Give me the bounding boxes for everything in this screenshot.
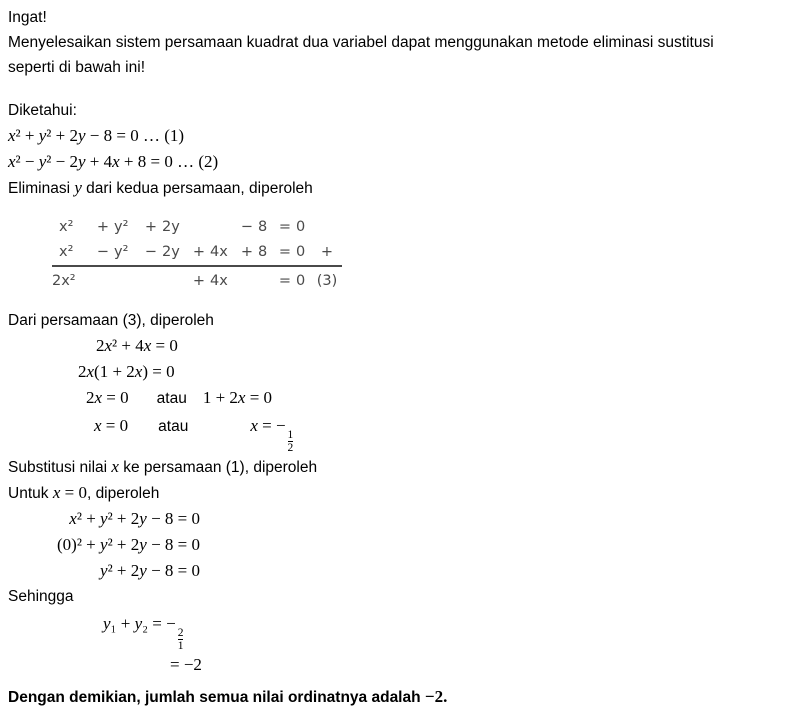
conclusion-text: Dengan demikian, jumlah semua nilai ordinatnya adalah (8, 689, 425, 706)
ingat-heading: Ingat! (8, 9, 47, 26)
equation-text: 2x(1 + 2x) = 0 (78, 362, 175, 381)
step3-solution-line (94, 411, 800, 454)
elimination-cell: = (278, 273, 292, 289)
description-line-2: seperti di bawah ini! (8, 59, 145, 76)
math-expression: x = 0 (52, 483, 87, 502)
case-right-equation: 1 + 2x = 0 (202, 388, 273, 407)
elimination-cell (92, 267, 114, 294)
elimination-cell: = (278, 219, 292, 235)
elimination-cell (114, 267, 140, 294)
elimination-cell: y² (114, 219, 129, 235)
elimination-cell (140, 267, 162, 294)
equation-text: 2x² + 4x = 0 (96, 336, 178, 355)
elimination-cell (210, 215, 236, 240)
equation-text: x² + y² + 2y − 8 = 0 (69, 509, 200, 528)
elimination-cell: 2x² (52, 273, 76, 289)
substitution-equations (8, 506, 200, 584)
substitusi-sentence (8, 454, 800, 480)
elimination-cell: y² (114, 240, 140, 267)
step3-case-line (86, 385, 800, 411)
sehingga-label: Sehingga (8, 588, 74, 605)
elimination-cell: + (188, 240, 210, 267)
fraction-numerator: 2 (177, 627, 184, 639)
fraction-denominator: 2 (287, 442, 294, 454)
elimination-cell: 2y (162, 240, 188, 267)
equation-text: x² − y² − 2y + 4x + 8 = 0 … (2) (8, 152, 219, 171)
fraction-numerator: 1 (287, 429, 294, 441)
elimination-cell (236, 267, 258, 294)
ordinate-sum-result (170, 652, 800, 678)
elimination-cell: 8 (258, 219, 268, 235)
description-line-1: Menyelesaikan sistem persamaan kuadrat dua variabel dapat menggunakan metode eliminasi sustitusi (8, 34, 714, 51)
elimination-cell: 4x (210, 273, 228, 289)
fraction-one-half (286, 429, 296, 454)
elimination-cell: − (92, 240, 114, 267)
equation-text: (0)² + y² + 2y − 8 = 0 (57, 535, 200, 554)
elimination-cell: 0 (296, 273, 306, 289)
elimination-cell (188, 215, 210, 240)
given-equation-2 (8, 149, 800, 175)
atau-word: atau (158, 418, 189, 435)
sum-left-expression: y₁ + y₂ = − (103, 614, 176, 633)
elimination-table (52, 215, 800, 294)
fraction-two-over-one (176, 627, 186, 652)
elimination-cell (162, 267, 188, 294)
elimination-cell: + (236, 240, 258, 267)
step3-equation-2 (78, 359, 800, 385)
elimination-cell: (3) (316, 273, 338, 289)
elimination-cell: 0 (296, 219, 306, 235)
eliminasi-sentence (8, 175, 800, 201)
substitution-equation-2 (8, 532, 200, 558)
elimination-cell: + (312, 240, 342, 267)
sentence-suffix: dari kedua persamaan, diperoleh (81, 180, 313, 197)
elimination-cell: + (144, 219, 158, 235)
case-left-equation: 2x = 0 (86, 388, 129, 407)
step3-heading: Dari persamaan (3), diperoleh (8, 312, 214, 329)
fraction-denominator: 1 (177, 640, 184, 652)
substitution-equation-3 (8, 558, 200, 584)
sentence-prefix: Eliminasi (8, 180, 75, 197)
elimination-cell: x² (52, 240, 92, 267)
elimination-cell (312, 215, 342, 240)
substitution-equation-1 (8, 506, 200, 532)
equation-text: = −2 (170, 655, 202, 674)
elimination-cell: + (192, 273, 206, 289)
equation-text: y² + 2y − 8 = 0 (100, 561, 200, 580)
sentence-suffix: ke persamaan (1), diperoleh (118, 459, 318, 476)
math-variable: y (74, 178, 82, 197)
elimination-cell: 0 (296, 240, 312, 267)
atau-word: atau (156, 390, 187, 407)
ordinate-sum-line (103, 609, 800, 652)
elimination-cell (258, 267, 274, 294)
elimination-cell: = (274, 240, 296, 267)
conclusion-value: −2. (424, 687, 448, 706)
elimination-cell: 8 (258, 240, 274, 267)
elimination-cell: + (96, 219, 110, 235)
sentence-prefix: Untuk (8, 485, 53, 502)
solution-right-lead: x = − (250, 416, 286, 435)
equation-text: x² + y² + 2y − 8 = 0 … (1) (8, 126, 185, 145)
elimination-cell: − (140, 240, 162, 267)
step3-equation-1 (96, 333, 800, 359)
elimination-cell: 2y (162, 219, 180, 235)
elimination-cell: x² (59, 219, 74, 235)
sentence-prefix: Substitusi nilai (8, 459, 112, 476)
elimination-cell: 4x (210, 240, 236, 267)
math-variable: x (111, 457, 119, 476)
given-equation-1 (8, 123, 800, 149)
conclusion-line (8, 684, 800, 710)
diketahui-label: Diketahui: (8, 102, 77, 119)
sentence-suffix: , diperoleh (86, 485, 160, 502)
untuk-sentence (8, 480, 800, 506)
elimination-cell: − (240, 219, 254, 235)
solution-left: x = 0 (94, 416, 129, 435)
